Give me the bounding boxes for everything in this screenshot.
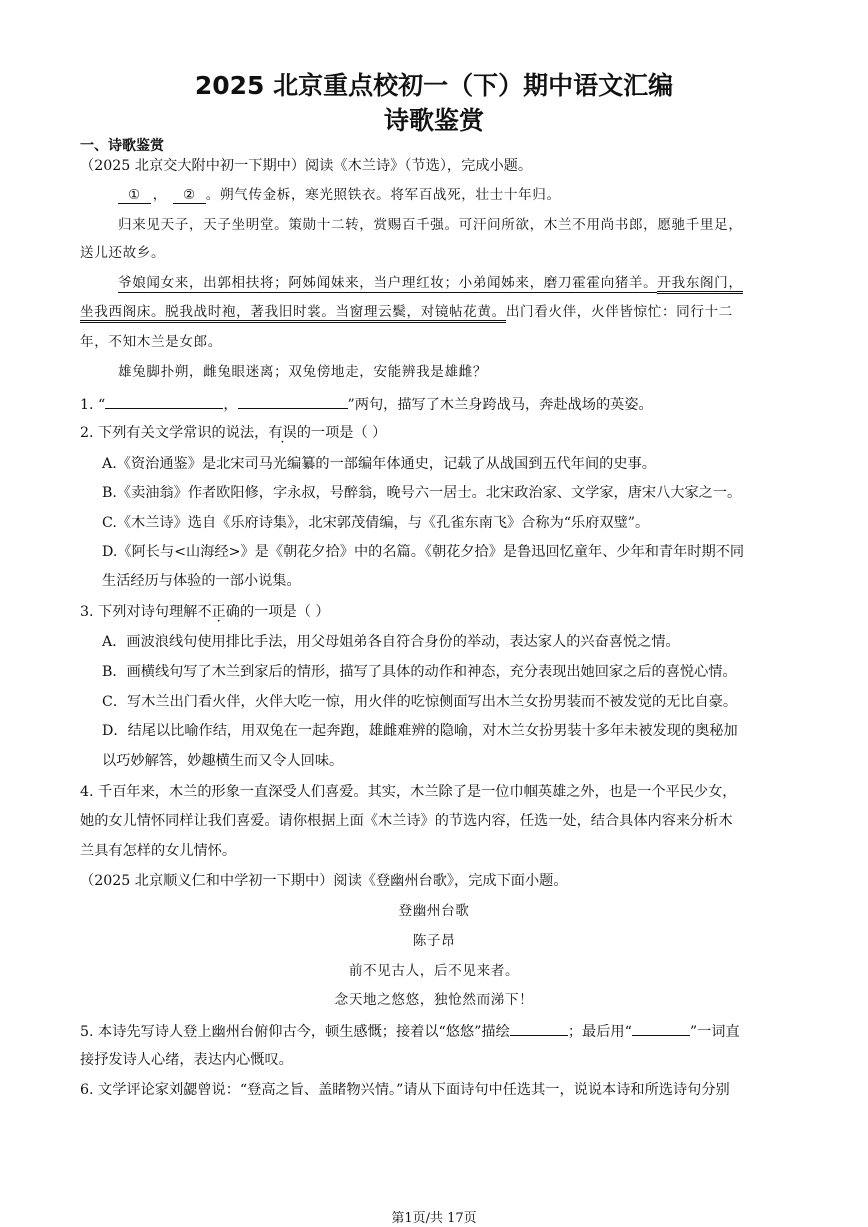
poem-line-3b-rest: 出门看火伴，火伴皆惊忙：同行十二 [505, 304, 733, 320]
question-2-option-a: A.《资治通鉴》是北宋司马光编纂的一部编年体通史，记载了从战国到五代年间的史事。 [102, 456, 656, 472]
answer-blank-1b[interactable] [238, 394, 348, 409]
question-2-option-d: D.《阿长与<山海经>》是《朝花夕拾》中的名篇。《朝花夕拾》是鲁迅回忆童年、少年和青年时期不同 [102, 544, 745, 560]
answer-blank-5a[interactable] [510, 1021, 568, 1036]
poem-2-author: 陈子昂 [412, 933, 456, 949]
poem-2-title: 登幽州台歌 [398, 903, 470, 919]
question-3-option-c: C．写木兰出门看火伴，火伴大吃一惊，用火伴的吃惊侧面写出木兰女扮男装而不被发觉的无比自豪。 [102, 694, 738, 710]
poem-line-4: 雄兔脚扑朔，雌兔眼迷离；双兔傍地走，安能辨我是雄雌？ [118, 364, 488, 380]
source-note-1: （2025 北京交大附中初一下期中）阅读《木兰诗》（节选），完成小题。 [80, 158, 533, 174]
underlined-sentence-end: 坐我西阁床。脱我战时袍，著我旧时裳。当窗理云鬓，对镜帖花黄。 [80, 304, 506, 323]
poem-line-3c: 年，不知木兰是女郎。 [80, 334, 222, 350]
document-subtitle: 诗歌鉴赏 [383, 106, 484, 135]
emphasis-text: 有误 [268, 425, 297, 441]
poem-line-1-rest: 。朔气传金柝，寒光照铁衣。将军百战死，壮士十年归。 [205, 187, 561, 203]
question-3-stem: 3. 下列对诗句理解不正确的一项是（ ） [80, 604, 330, 620]
underlined-sentence-start: 开我东阁门， [657, 275, 742, 294]
question-5-line-1: 5. 本诗先写诗人登上幽州台俯仰古今，顿生感慨；接着以“悠悠”描绘 ；最后用“ ”一词直 [80, 1021, 740, 1041]
poem-line-3a [118, 274, 743, 292]
answer-blank-1a[interactable] [105, 394, 223, 409]
section-heading: 一、诗歌鉴赏 [80, 138, 164, 154]
poem-2-line-2: 念天地之悠悠，独怆然而涕下！ [334, 992, 534, 1008]
question-3-option-b: B．画横线句写了木兰到家后的情形，描写了具体的动作和神态，充分表现出她回家之后的喜悦心情。 [102, 664, 737, 680]
poem-line-3b [80, 303, 733, 321]
question-3-option-a: A．画波浪线句使用排比手法，用父母姐弟各自符合身份的举动，表达家人的兴奋喜悦之情。 [102, 634, 680, 650]
poem-line-2b: 送儿还故乡。 [80, 245, 166, 261]
question-2-option-b: B.《卖油翁》作者欧阳修，字永叔，号醉翁，晚号六一居士。北宋政治家、文学家，唐宋八大家之一。 [102, 485, 742, 501]
poem-line-1: ① ， ② 。朔气传金柝，寒光照铁衣。将军百战死，壮士十年归。 [118, 186, 561, 204]
answer-blank-5b[interactable] [632, 1021, 690, 1036]
poem-blank-2: ② [173, 187, 206, 204]
question-4-line-1: 4. 千百年来，木兰的形象一直深受人们喜爱。其实，木兰除了是一位巾帼英雄之外，也是一个平民少女， [80, 784, 737, 800]
question-3-option-d-cont: 以巧妙解答，妙趣横生而又令人回味。 [102, 753, 344, 769]
emphasis-text: 不正确 [197, 604, 240, 620]
question-4-line-2: 她的女儿情怀同样让我们喜爱。请你根据上面《木兰诗》的节选内容，任选一处，结合具体内容来分析木 [80, 813, 733, 829]
poem-line-2a: 归来见天子，天子坐明堂。策勋十二转，赏赐百千强。可汗问所欲，木兰不用尚书郎，愿驰千里足， [118, 217, 743, 233]
wavy-underlined-sentence: 爷娘闻女来，出郭相扶将；阿姊闻妹来，当户理红妆；小弟闻姊来，磨刀霍霍向猪羊。 [118, 275, 658, 291]
page-number: 第1页/共 17页 [391, 1211, 477, 1226]
poem-2-line-1: 前不见古人，后不见来者。 [348, 963, 520, 979]
question-1: 1. “ ， ”两句，描写了木兰身跨战马，奔赴战场的英姿。 [80, 394, 653, 414]
question-3-option-d: D．结尾以比喻作结，用双兔在一起奔跑，雄雌难辨的隐喻，对木兰女扮男装十多年未被发现的奥秘加 [102, 723, 738, 739]
question-2-option-d-cont: 生活经历与体验的一部小说集。 [102, 573, 301, 589]
question-6-line-1: 6. 文学评论家刘勰曾说：“登高之旨、盖睹物兴情。”请从下面诗句中任选其一，说说本诗和所选诗句分别 [80, 1082, 730, 1098]
poem-blank-1: ① [118, 187, 151, 204]
question-5-line-2: 接抒发诗人心绪，表达内心慨叹。 [80, 1052, 293, 1068]
source-note-2: （2025 北京顺义仁和中学初一下期中）阅读《登幽州台歌》，完成下面小题。 [80, 873, 568, 889]
question-4-line-3: 兰具有怎样的女儿情怀。 [80, 843, 237, 859]
question-2-stem: 2. 下列有关文学常识的说法，有误的一项是（ ） [80, 425, 387, 441]
question-2-option-c: C.《木兰诗》选自《乐府诗集》，北宋郭茂倩编，与《孔雀东南飞》合称为“乐府双璧”。 [102, 515, 650, 531]
document-title: 2025 北京重点校初一（下）期中语文汇编 [194, 71, 674, 100]
